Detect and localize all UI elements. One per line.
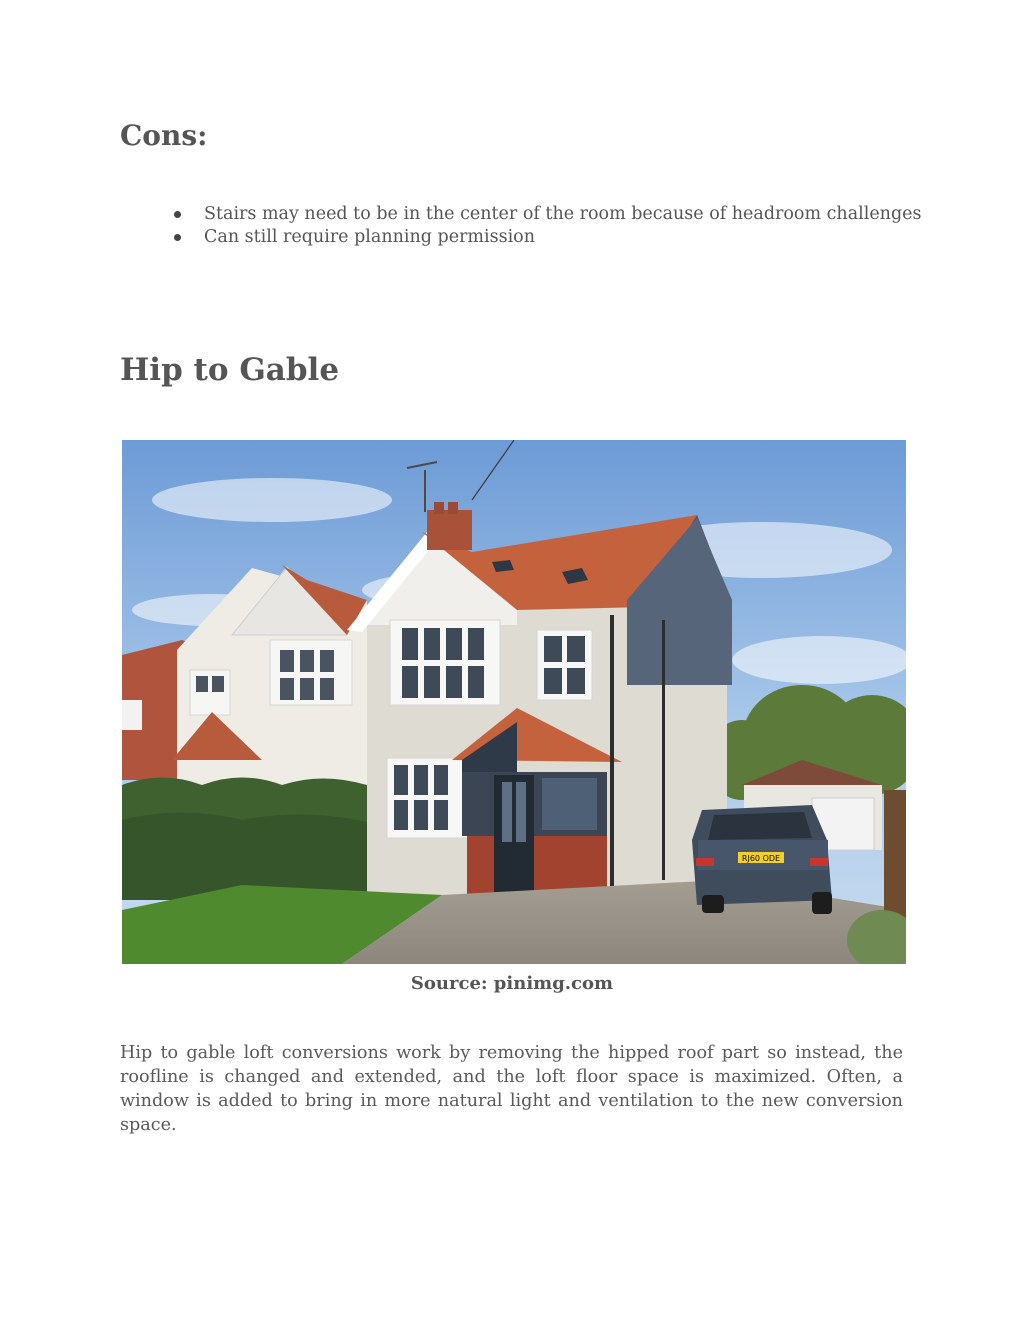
cons-list — [172, 203, 922, 249]
section-heading: Hip to Gable — [120, 352, 340, 388]
house-photo — [122, 440, 906, 964]
cons-item-text: Can still require planning permission — [204, 227, 535, 247]
bullet-icon — [174, 211, 181, 218]
cons-heading: Cons: — [120, 119, 208, 152]
car-plate-text: RJ60 ODE — [741, 854, 781, 863]
cons-list-item — [172, 226, 922, 249]
cons-item-text: Stairs may need to be in the center of the room because of headroom challenges — [204, 204, 922, 224]
bullet-icon — [174, 234, 181, 241]
cons-list-item — [172, 203, 922, 226]
image-caption: Source: pinimg.com — [410, 973, 614, 994]
section-paragraph: Hip to gable loft conversions work by removing the hipped roof part so instead, the roofline is changed and extended, and the loft floor space is maximized. Often, a window is added to bring in more natural light and ventilation to the new conversion space. — [120, 1043, 903, 1135]
